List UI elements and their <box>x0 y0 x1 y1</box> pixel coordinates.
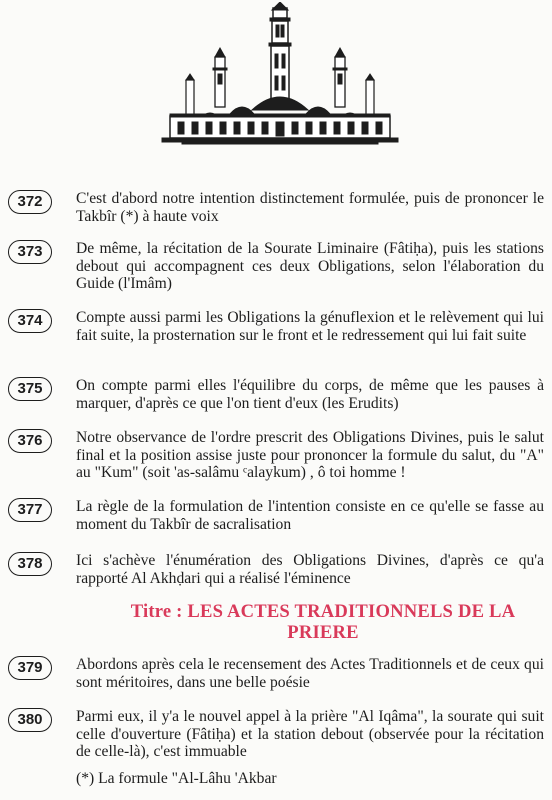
verse-text: Compte aussi parmi les Obligations la génuflexion et le relèvement qui lui fait suite, la prosternation sur le front et le redressement qui lui fait suite <box>76 309 544 344</box>
verse-number: 379 <box>8 656 52 680</box>
verse-text: Notre observance de l'ordre prescrit des Obligations Divines, puis le salut final et la position assise juste pour prononcer la formule du salut, du "A" au "Kum" (soit 'as-salâmu ᶜalaykum) , ô toi homme ! <box>76 429 544 481</box>
section-title: Titre : LES ACTES TRADITIONNELS DE LA PRIERE <box>130 601 516 643</box>
verse-text: Parmi eux, il y'a le nouvel appel à la prière "Al Iqâma", la sourate qui suit celle d'ouverture (Fâtiḥa) et la station debout (observée pour la récitation de celle-là), c'est immuable <box>76 708 544 760</box>
verse-number: 376 <box>8 429 52 453</box>
verse-374 <box>8 309 544 344</box>
verse-376 <box>8 429 544 482</box>
verse-375 <box>8 377 544 412</box>
verse-number: 375 <box>8 377 52 401</box>
verse-372 <box>8 190 544 225</box>
footnote: (*) La formule "Al-Lâhu 'Akbar <box>76 770 277 787</box>
verse-number: 380 <box>8 708 52 732</box>
verse-text: De même, la récitation de la Sourate Liminaire (Fâtiḥa), puis les stations debout qui accompagnent ces deux Obligations, selon l'élaboration du Guide (l'Imâm) <box>76 240 544 292</box>
verse-377 <box>8 498 544 533</box>
verse-text: On compte parmi elles l'équilibre du corps, de même que les pauses à marquer, d'après ce que l'on tient d'eux (les Erudits) <box>76 377 544 412</box>
verse-number: 373 <box>8 240 52 264</box>
verse-text: C'est d'abord notre intention distinctement formulée, puis de prononcer le Takbîr (*) à haute voix <box>76 190 544 225</box>
verse-380 <box>8 708 544 761</box>
verse-373 <box>8 240 544 293</box>
verse-number: 374 <box>8 309 52 333</box>
verse-378 <box>8 552 544 587</box>
verse-text: Abordons après cela le recensement des Actes Traditionnels et de ceux qui sont méritoires, dans une belle poésie <box>76 656 544 691</box>
verse-number: 378 <box>8 552 52 576</box>
verse-number: 372 <box>8 190 52 214</box>
verse-379 <box>8 656 544 691</box>
verse-text: La règle de la formulation de l'intention consiste en ce qu'elle se fasse au moment du Takbîr de sacralisation <box>76 498 544 533</box>
mosque-illustration <box>160 2 400 162</box>
verse-number: 377 <box>8 498 52 522</box>
verse-text: Ici s'achève l'énumération des Obligations Divines, d'après ce qu'a rapporté Al Akhḍari qui a réalisé l'éminence <box>76 552 544 587</box>
